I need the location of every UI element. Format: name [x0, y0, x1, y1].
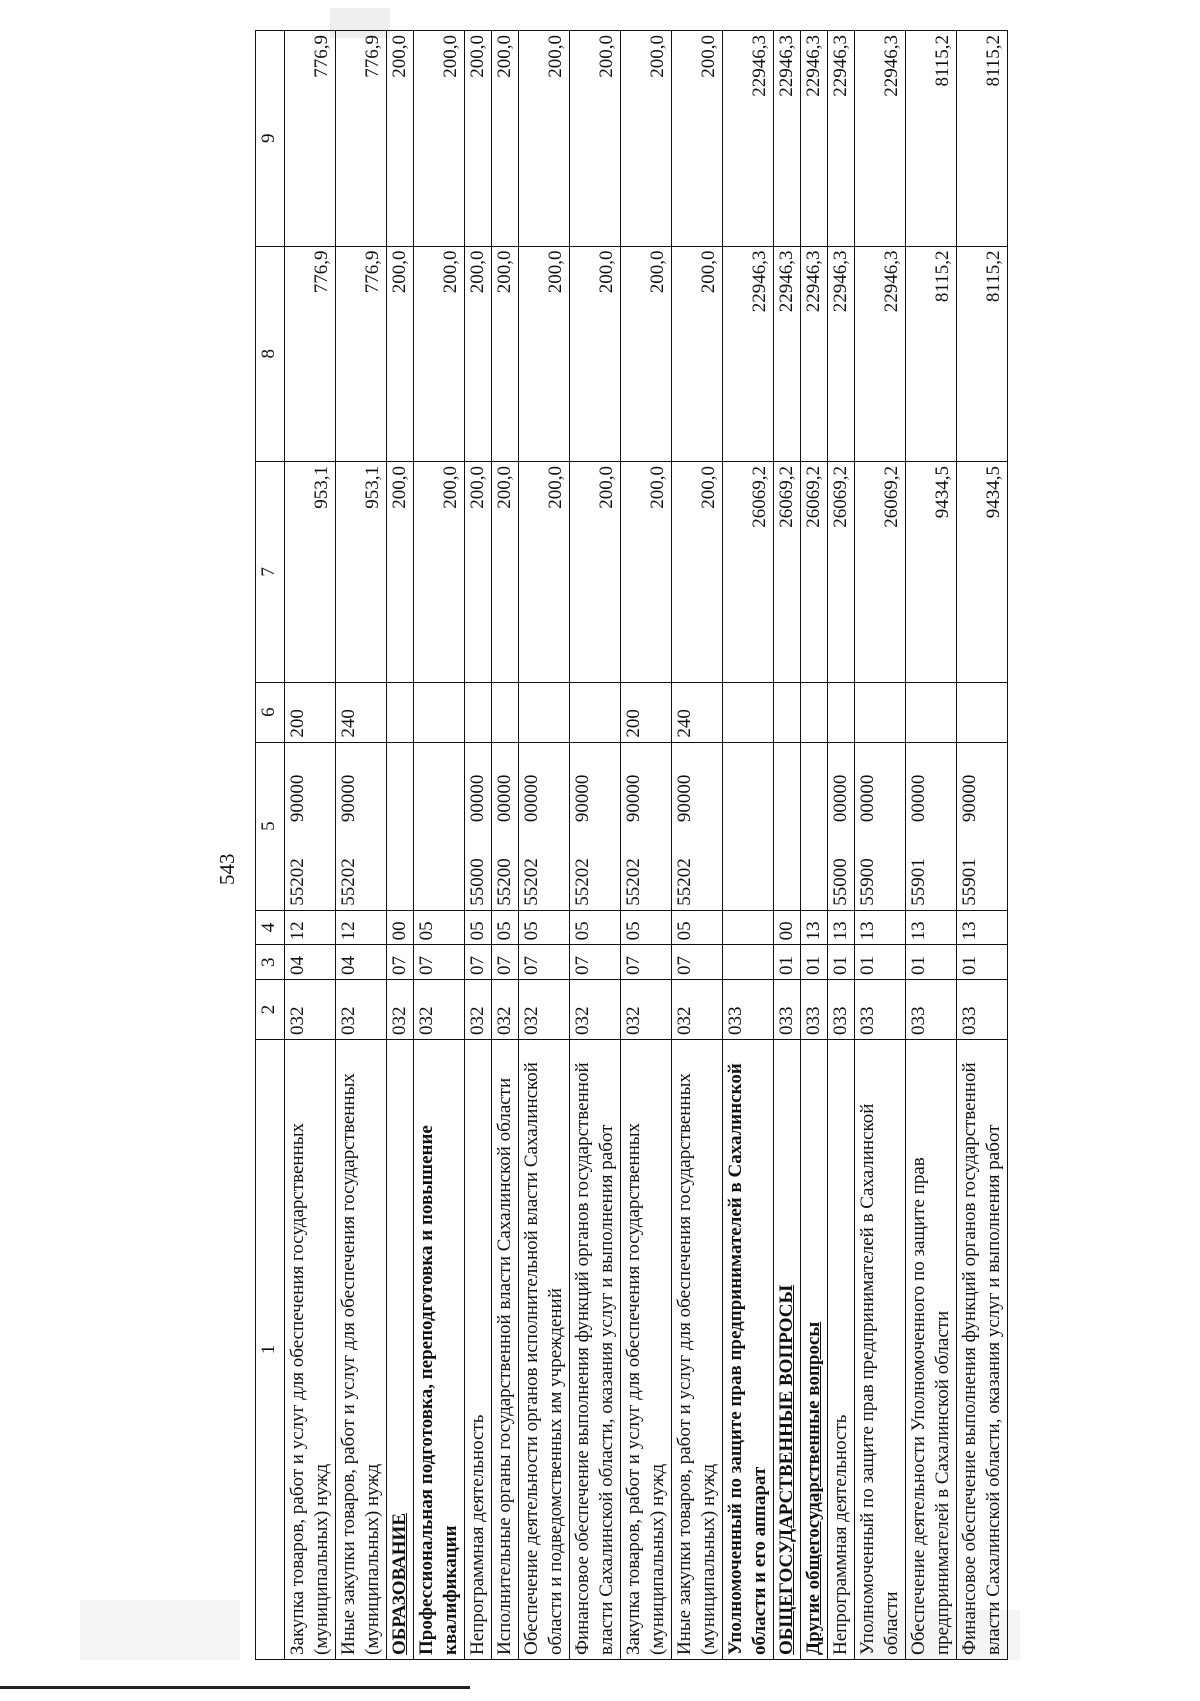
- cell-c7: 26069,2: [828, 461, 855, 682]
- cell-c2: 032: [285, 980, 336, 1040]
- cell-c5b: [774, 742, 801, 826]
- cell-c4: 05: [492, 910, 519, 945]
- cell-c7: 200,0: [621, 461, 672, 682]
- cell-c9: 200,0: [519, 31, 570, 247]
- cell-c5a: 55202: [621, 826, 672, 910]
- cell-c5b: 90000: [285, 742, 336, 826]
- table-body: [285, 31, 1008, 1660]
- row-name: ОБЩЕГОСУДАРСТВЕННЫЕ ВОПРОСЫ: [774, 1039, 801, 1659]
- cell-c3: 07: [414, 945, 465, 980]
- cell-c5a: [387, 826, 414, 910]
- cell-c9: 200,0: [672, 31, 723, 247]
- table-row: [414, 31, 465, 1660]
- cell-c5b: [414, 742, 465, 826]
- cell-c7: 200,0: [387, 461, 414, 682]
- cell-c5b: 90000: [957, 742, 1008, 826]
- cell-c6: [801, 682, 828, 742]
- cell-c4: 13: [906, 910, 957, 945]
- cell-c8: 200,0: [387, 246, 414, 461]
- cell-c6: [723, 682, 774, 742]
- cell-c5a: 55000: [828, 826, 855, 910]
- cell-c2: 033: [855, 980, 906, 1040]
- cell-c8: 776,9: [285, 246, 336, 461]
- table-row: [672, 31, 723, 1660]
- rotated-content: [125, 20, 1075, 1680]
- row-name: Уполномоченный по защите прав предпринимателей в Сахалинской области: [855, 1039, 906, 1659]
- cell-c5a: [801, 826, 828, 910]
- header-row: [256, 31, 285, 1660]
- cell-c5b: 00000: [855, 742, 906, 826]
- cell-c9: 200,0: [570, 31, 621, 247]
- cell-c5a: [723, 826, 774, 910]
- cell-c3: 07: [570, 945, 621, 980]
- table-row: [387, 31, 414, 1660]
- row-name: Обеспечение деятельности органов исполнительной власти Сахалинской области и подведомственных им учреждений: [519, 1039, 570, 1659]
- row-name: Другие общегосударственные вопросы: [801, 1039, 828, 1659]
- cell-c5a: 55000: [465, 826, 492, 910]
- cell-c4: 05: [414, 910, 465, 945]
- cell-c3: 01: [774, 945, 801, 980]
- cell-c7: 953,1: [336, 461, 387, 682]
- cell-c5b: 00000: [519, 742, 570, 826]
- cell-c5a: 55900: [855, 826, 906, 910]
- cell-c2: 032: [672, 980, 723, 1040]
- cell-c4: 12: [285, 910, 336, 945]
- header-col-1: 1: [256, 1039, 285, 1659]
- cell-c5b: [387, 742, 414, 826]
- cell-c6: [492, 682, 519, 742]
- cell-c9: 22946,3: [723, 31, 774, 247]
- cell-c9: 22946,3: [801, 31, 828, 247]
- cell-c2: 032: [465, 980, 492, 1040]
- cell-c7: 953,1: [285, 461, 336, 682]
- cell-c2: 032: [492, 980, 519, 1040]
- cell-c2: 032: [519, 980, 570, 1040]
- table-row: [570, 31, 621, 1660]
- cell-c7: 200,0: [465, 461, 492, 682]
- cell-c5a: 55202: [519, 826, 570, 910]
- cell-c3: 01: [855, 945, 906, 980]
- row-name: Закупка товаров, работ и услуг для обеспечения государственных (муниципальных) нужд: [285, 1039, 336, 1659]
- table-row: [906, 31, 957, 1660]
- cell-c5a: 55202: [336, 826, 387, 910]
- cell-c4: 13: [801, 910, 828, 945]
- cell-c6: [855, 682, 906, 742]
- cell-c4: 05: [672, 910, 723, 945]
- cell-c5a: 55202: [285, 826, 336, 910]
- cell-c8: 8115,2: [957, 246, 1008, 461]
- cell-c8: 200,0: [672, 246, 723, 461]
- cell-c3: 01: [801, 945, 828, 980]
- cell-c8: 200,0: [519, 246, 570, 461]
- cell-c2: 033: [774, 980, 801, 1040]
- header-col-2: 2: [256, 980, 285, 1040]
- cell-c5a: 55202: [570, 826, 621, 910]
- cell-c7: 26069,2: [855, 461, 906, 682]
- cell-c6: [828, 682, 855, 742]
- cell-c5b: 90000: [570, 742, 621, 826]
- cell-c9: 22946,3: [855, 31, 906, 247]
- cell-c7: 200,0: [570, 461, 621, 682]
- cell-c4: 00: [387, 910, 414, 945]
- cell-c6: [906, 682, 957, 742]
- table-row: [801, 31, 828, 1660]
- cell-c2: 033: [723, 980, 774, 1040]
- header-col-7: 7: [256, 461, 285, 682]
- cell-c9: 200,0: [621, 31, 672, 247]
- table-row: [336, 31, 387, 1660]
- table-row: [621, 31, 672, 1660]
- cell-c7: 200,0: [519, 461, 570, 682]
- row-name: ОБРАЗОВАНИЕ: [387, 1039, 414, 1659]
- cell-c5b: 90000: [672, 742, 723, 826]
- page-number: 543: [215, 853, 239, 885]
- table-row: [774, 31, 801, 1660]
- header-col-3: 3: [256, 945, 285, 980]
- cell-c3: 07: [387, 945, 414, 980]
- row-name: Уполномоченный по защите прав предпринимателей в Сахалинской области и его аппарат: [723, 1039, 774, 1659]
- row-name: Исполнительные органы государственной власти Сахалинской области: [492, 1039, 519, 1659]
- row-name: Финансовое обеспечение выполнения функций органов государственной власти Сахалинской области, оказания услуг и выполнения работ: [957, 1039, 1008, 1659]
- cell-c6: 200: [621, 682, 672, 742]
- cell-c5a: [414, 826, 465, 910]
- cell-c2: 032: [336, 980, 387, 1040]
- cell-c4: 05: [570, 910, 621, 945]
- cell-c3: 07: [672, 945, 723, 980]
- cell-c7: 26069,2: [723, 461, 774, 682]
- cell-c4: 13: [855, 910, 906, 945]
- cell-c3: 07: [492, 945, 519, 980]
- cell-c5a: 55202: [672, 826, 723, 910]
- cell-c4: 00: [774, 910, 801, 945]
- cell-c4: 13: [957, 910, 1008, 945]
- cell-c4: 12: [336, 910, 387, 945]
- cell-c9: 8115,2: [906, 31, 957, 247]
- row-name: Финансовое обеспечение выполнения функций органов государственной власти Сахалинской области, оказания услуг и выполнения работ: [570, 1039, 621, 1659]
- table-row: [519, 31, 570, 1660]
- row-name: Иные закупки товаров, работ и услуг для обеспечения государственных (муниципальных) нужд: [336, 1039, 387, 1659]
- cell-c5b: 90000: [621, 742, 672, 826]
- table-row: [828, 31, 855, 1660]
- cell-c8: 776,9: [336, 246, 387, 461]
- cell-c2: 032: [387, 980, 414, 1040]
- cell-c3: 04: [285, 945, 336, 980]
- cell-c5a: 55200: [492, 826, 519, 910]
- header-col-5: 5: [256, 742, 285, 910]
- cell-c6: [519, 682, 570, 742]
- cell-c6: [957, 682, 1008, 742]
- bottom-rule: [0, 1686, 470, 1689]
- header-col-9: 9: [256, 31, 285, 247]
- cell-c3: 07: [465, 945, 492, 980]
- cell-c7: 200,0: [492, 461, 519, 682]
- cell-c5a: [774, 826, 801, 910]
- cell-c7: 9434,5: [906, 461, 957, 682]
- cell-c8: 200,0: [465, 246, 492, 461]
- cell-c7: 9434,5: [957, 461, 1008, 682]
- cell-c3: 07: [519, 945, 570, 980]
- budget-table: [255, 30, 1008, 1660]
- cell-c9: 776,9: [285, 31, 336, 247]
- table-row: [285, 31, 336, 1660]
- cell-c2: 033: [828, 980, 855, 1040]
- cell-c8: 200,0: [570, 246, 621, 461]
- table-row: [957, 31, 1008, 1660]
- cell-c6: [465, 682, 492, 742]
- cell-c8: 22946,3: [801, 246, 828, 461]
- cell-c4: 05: [519, 910, 570, 945]
- row-name: Иные закупки товаров, работ и услуг для обеспечения государственных (муниципальных) нужд: [672, 1039, 723, 1659]
- cell-c9: 200,0: [492, 31, 519, 247]
- header-col-8: 8: [256, 246, 285, 461]
- header-col-6: 6: [256, 682, 285, 742]
- cell-c8: 22946,3: [855, 246, 906, 461]
- cell-c3: 01: [906, 945, 957, 980]
- cell-c2: 032: [414, 980, 465, 1040]
- cell-c5b: [723, 742, 774, 826]
- cell-c5b: 00000: [828, 742, 855, 826]
- cell-c3: 07: [621, 945, 672, 980]
- table-row: [465, 31, 492, 1660]
- table-row: [723, 31, 774, 1660]
- row-name: Непрограммная деятельность: [465, 1039, 492, 1659]
- cell-c8: 22946,3: [723, 246, 774, 461]
- row-name: Непрограммная деятельность: [828, 1039, 855, 1659]
- cell-c5b: 90000: [336, 742, 387, 826]
- cell-c6: 200: [285, 682, 336, 742]
- cell-c5b: [801, 742, 828, 826]
- cell-c3: 01: [828, 945, 855, 980]
- cell-c9: 200,0: [414, 31, 465, 247]
- table-row: [855, 31, 906, 1660]
- cell-c5a: 55901: [957, 826, 1008, 910]
- cell-c9: 22946,3: [828, 31, 855, 247]
- cell-c8: 200,0: [492, 246, 519, 461]
- cell-c4: 05: [465, 910, 492, 945]
- cell-c4: 13: [828, 910, 855, 945]
- cell-c2: 032: [570, 980, 621, 1040]
- cell-c5a: 55901: [906, 826, 957, 910]
- cell-c6: 240: [336, 682, 387, 742]
- cell-c7: 26069,2: [774, 461, 801, 682]
- table-row: [492, 31, 519, 1660]
- cell-c2: 033: [906, 980, 957, 1040]
- cell-c7: 200,0: [414, 461, 465, 682]
- cell-c6: 240: [672, 682, 723, 742]
- cell-c6: [570, 682, 621, 742]
- cell-c8: 22946,3: [828, 246, 855, 461]
- row-name: Обеспечение деятельности Уполномоченного по защите прав предпринимателей в Сахалинской области: [906, 1039, 957, 1659]
- cell-c8: 200,0: [621, 246, 672, 461]
- cell-c2: 032: [621, 980, 672, 1040]
- cell-c3: [723, 945, 774, 980]
- cell-c6: [774, 682, 801, 742]
- cell-c4: 05: [621, 910, 672, 945]
- cell-c2: 033: [957, 980, 1008, 1040]
- cell-c6: [414, 682, 465, 742]
- cell-c5b: 00000: [492, 742, 519, 826]
- cell-c6: [387, 682, 414, 742]
- cell-c2: 033: [801, 980, 828, 1040]
- cell-c9: 22946,3: [774, 31, 801, 247]
- cell-c8: 200,0: [414, 246, 465, 461]
- cell-c7: 200,0: [672, 461, 723, 682]
- cell-c9: 8115,2: [957, 31, 1008, 247]
- cell-c3: 04: [336, 945, 387, 980]
- cell-c9: 200,0: [387, 31, 414, 247]
- cell-c5b: 00000: [465, 742, 492, 826]
- cell-c8: 8115,2: [906, 246, 957, 461]
- cell-c3: 01: [957, 945, 1008, 980]
- cell-c7: 26069,2: [801, 461, 828, 682]
- row-name: Профессиональная подготовка, переподготовка и повышение квалификации: [414, 1039, 465, 1659]
- header-col-4: 4: [256, 910, 285, 945]
- cell-c9: 200,0: [465, 31, 492, 247]
- cell-c9: 776,9: [336, 31, 387, 247]
- row-name: Закупка товаров, работ и услуг для обеспечения государственных (муниципальных) нужд: [621, 1039, 672, 1659]
- cell-c4: [723, 910, 774, 945]
- cell-c5b: 00000: [906, 742, 957, 826]
- cell-c8: 22946,3: [774, 246, 801, 461]
